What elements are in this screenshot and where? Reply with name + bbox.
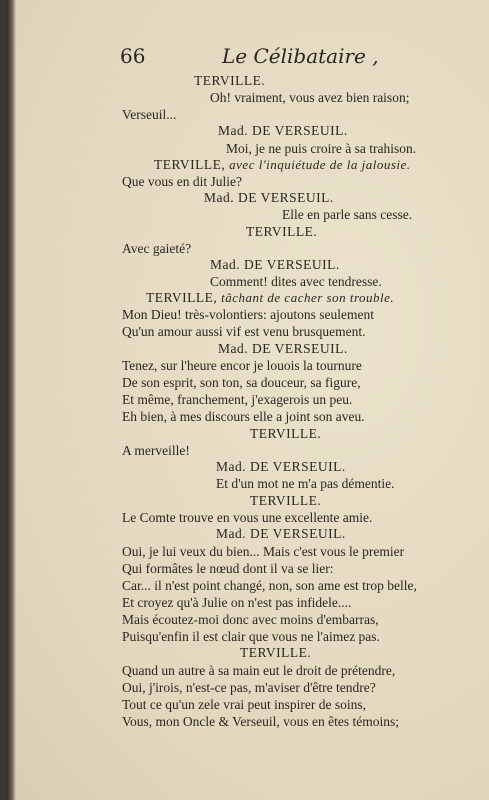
- verse-line: Et même, franchement, j'exagerois un peu.: [122, 392, 353, 407]
- speaker-name: Mad. DE VERSEUIL.: [216, 459, 346, 474]
- speaker-name: Mad. DE VERSEUIL.: [210, 257, 340, 272]
- page-number: 66: [120, 44, 146, 68]
- book-spine-shadow: [6, 0, 16, 800]
- running-title: Le Célibataire ,: [222, 44, 379, 68]
- book-page: [6, 0, 489, 800]
- verse-line: Que vous en dit Julie?: [122, 174, 242, 189]
- verse-line: Eh bien, à mes discours elle a joint son aveu.: [122, 409, 365, 424]
- stage-direction: avec l'inquiétude de la jalousie.: [229, 157, 411, 172]
- verse-line: Avec gaieté?: [122, 241, 192, 256]
- speaker-name: TERVILLE.: [250, 426, 322, 441]
- verse-line: De son esprit, son ton, sa douceur, sa figure,: [122, 375, 361, 390]
- speaker-name: TERVILLE.: [246, 224, 318, 239]
- verse-line: Et croyez qu'à Julie on n'est pas infidele....: [122, 595, 352, 610]
- verse-line: Qui formâtes le nœud dont il va se lier:: [122, 561, 334, 576]
- verse-line: Tout ce qu'un zele vrai peut inspirer de soins,: [122, 697, 367, 712]
- speaker-name: TERVILLE.: [194, 73, 266, 88]
- verse-line: Vous, mon Oncle & Verseuil, vous en êtes témoins;: [122, 714, 399, 729]
- page-header: [120, 44, 380, 74]
- speaker-name: TERVILLE.: [250, 493, 322, 508]
- verse-line: Qu'un amour aussi vif est venu brusquement.: [122, 324, 366, 339]
- speaker-name: Mad. DE VERSEUIL.: [218, 341, 348, 356]
- verse-line: Car... il n'est point changé, non, son ame est trop belle,: [122, 578, 417, 593]
- verse-line: Mais écoutez-moi donc avec moins d'embarras,: [122, 612, 379, 627]
- speaker-name: TERVILLE, tâchant de cacher son trouble.: [146, 290, 395, 305]
- verse-line: Oui, j'irois, n'est-ce pas, m'aviser d'être tendre?: [122, 680, 376, 695]
- speaker-name: Mad. DE VERSEUIL.: [218, 123, 348, 138]
- verse-line: A merveille!: [122, 443, 190, 458]
- stage-direction: tâchant de cacher son trouble.: [221, 290, 395, 305]
- verse-line: Le Comte trouve en vous une excellente amie.: [122, 510, 373, 525]
- verse-line: Tenez, sur l'heure encor je louois la tournure: [122, 358, 362, 373]
- verse-line: Oui, je lui veux du bien... Mais c'est vous le premier: [122, 544, 405, 559]
- verse-line: Verseuil...: [122, 107, 177, 122]
- verse-line: Et d'un mot ne m'a pas démentie.: [216, 476, 395, 491]
- verse-line: Comment! dites avec tendresse.: [210, 274, 382, 289]
- speaker-name: TERVILLE.: [240, 645, 312, 660]
- speaker-name: TERVILLE, avec l'inquiétude de la jalousie.: [154, 157, 411, 172]
- verse-line: Oh! vraiment, vous avez bien raison;: [210, 90, 410, 105]
- verse-line: Quand un autre à sa main eut le droit de prétendre,: [122, 663, 396, 678]
- verse-line: Puisqu'enfin il est clair que vous ne l'aimez pas.: [122, 629, 380, 644]
- verse-line: Moi, je ne puis croire à sa trahison.: [226, 141, 417, 156]
- speaker-name: Mad. DE VERSEUIL.: [204, 190, 334, 205]
- speaker-name: Mad. DE VERSEUIL.: [216, 526, 346, 541]
- verse-line: Elle en parle sans cesse.: [282, 207, 413, 222]
- verse-line: Mon Dieu! très-volontiers: ajoutons seulement: [122, 307, 374, 322]
